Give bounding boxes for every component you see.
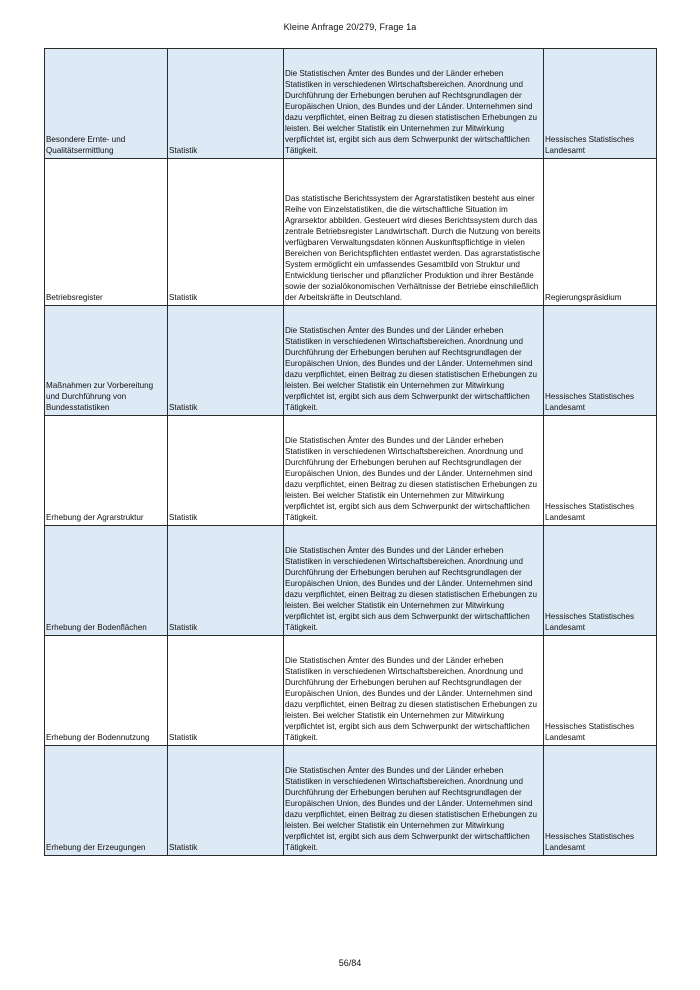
statistic-description: Die Statistischen Ämter des Bundes und der Länder erheben Statistiken in verschiedenen Wirtschaftsbereichen. Anordnung und Durchführung der Erhebungen beruhen auf Rechtsgrundlagen der Europäischen Union, des Bundes und der Länder. Unternehmen sind dazu verpflichtet, einen Beitrag zu diesen statistischen Erhebungen zu leisten. Bei welcher Statistik ein Unternehmen zur Mitwirkung verpflichtet ist, ergibt sich aus dem Schwerpunkt der wirtschaftlichen Tätigkeit. — [284, 306, 544, 416]
responsible-authority: Hessisches Statistisches Landesamt — [544, 416, 657, 526]
table-row — [45, 636, 657, 746]
responsible-authority: Hessisches Statistisches Landesamt — [544, 306, 657, 416]
statistic-name: Besondere Ernte- und Qualitätsermittlung — [45, 49, 168, 159]
statistic-description: Die Statistischen Ämter des Bundes und der Länder erheben Statistiken in verschiedenen Wirtschaftsbereichen. Anordnung und Durchführung der Erhebungen beruhen auf Rechtsgrundlagen der Europäischen Union, des Bundes und der Länder. Unternehmen sind dazu verpflichtet, einen Beitrag zu diesen statistischen Erhebungen zu leisten. Bei welcher Statistik ein Unternehmen zur Mitwirkung verpflichtet ist, ergibt sich aus dem Schwerpunkt der wirtschaftlichen Tätigkeit. — [284, 49, 544, 159]
statistic-type: Statistik — [168, 416, 284, 526]
statistic-type: Statistik — [168, 526, 284, 636]
statistic-type: Statistik — [168, 746, 284, 856]
table-row — [45, 416, 657, 526]
table-row — [45, 306, 657, 416]
statistic-name: Erhebung der Bodenflächen — [45, 526, 168, 636]
statistic-name: Betriebsregister — [45, 159, 168, 306]
statistic-type: Statistik — [168, 49, 284, 159]
statistic-description: Das statistische Berichtssystem der Agrarstatistiken besteht aus einer Reihe von Einzelstatistiken, die die wirtschaftliche Situation im Agrarsektor abbilden. Gesteuert wird dieses Berichtssystem durch das zentrale Betriebsregister Landwirtschaft. Durch die Nutzung von bereits verfügbaren Verwaltungsdaten können Auskunftspflichtige in vielen Bereichen von Berichtspflichten entlastet werden. Das agrarstatistische System ermöglicht ein umfassendes Gesamtbild von Struktur und Entwicklung tierischer und pflanzlicher Produktion und ihrer Bestände sowie der sozialökonomischen Verhältnisse der Betriebe einschließlich der Arbeitskräfte in Deutschland. — [284, 159, 544, 306]
responsible-authority: Hessisches Statistisches Landesamt — [544, 526, 657, 636]
page-header: Kleine Anfrage 20/279, Frage 1a — [283, 22, 417, 32]
responsible-authority: Regierungspräsidium — [544, 159, 657, 306]
statistic-type: Statistik — [168, 636, 284, 746]
table-row — [45, 49, 657, 159]
statistic-name: Erhebung der Agrarstruktur — [45, 416, 168, 526]
responsible-authority: Hessisches Statistisches Landesamt — [544, 49, 657, 159]
responsible-authority: Hessisches Statistisches Landesamt — [544, 746, 657, 856]
statistic-name: Erhebung der Bodennutzung — [45, 636, 168, 746]
table-row — [45, 746, 657, 856]
statistic-type: Statistik — [168, 306, 284, 416]
statistic-name: Erhebung der Erzeugungen — [45, 746, 168, 856]
statistics-table — [44, 48, 657, 856]
statistic-description: Die Statistischen Ämter des Bundes und der Länder erheben Statistiken in verschiedenen Wirtschaftsbereichen. Anordnung und Durchführung der Erhebungen beruhen auf Rechtsgrundlagen der Europäischen Union, des Bundes und der Länder. Unternehmen sind dazu verpflichtet, einen Beitrag zu diesen statistischen Erhebungen zu leisten. Bei welcher Statistik ein Unternehmen zur Mitwirkung verpflichtet ist, ergibt sich aus dem Schwerpunkt der wirtschaftlichen Tätigkeit. — [284, 746, 544, 856]
statistic-description: Die Statistischen Ämter des Bundes und der Länder erheben Statistiken in verschiedenen Wirtschaftsbereichen. Anordnung und Durchführung der Erhebungen beruhen auf Rechtsgrundlagen der Europäischen Union, des Bundes und der Länder. Unternehmen sind dazu verpflichtet, einen Beitrag zu diesen statistischen Erhebungen zu leisten. Bei welcher Statistik ein Unternehmen zur Mitwirkung verpflichtet ist, ergibt sich aus dem Schwerpunkt der wirtschaftlichen Tätigkeit. — [284, 416, 544, 526]
statistic-description: Die Statistischen Ämter des Bundes und der Länder erheben Statistiken in verschiedenen Wirtschaftsbereichen. Anordnung und Durchführung der Erhebungen beruhen auf Rechtsgrundlagen der Europäischen Union, des Bundes und der Länder. Unternehmen sind dazu verpflichtet, einen Beitrag zu diesen statistischen Erhebungen zu leisten. Bei welcher Statistik ein Unternehmen zur Mitwirkung verpflichtet ist, ergibt sich aus dem Schwerpunkt der wirtschaftlichen Tätigkeit. — [284, 526, 544, 636]
statistic-description: Die Statistischen Ämter des Bundes und der Länder erheben Statistiken in verschiedenen Wirtschaftsbereichen. Anordnung und Durchführung der Erhebungen beruhen auf Rechtsgrundlagen der Europäischen Union, des Bundes und der Länder. Unternehmen sind dazu verpflichtet, einen Beitrag zu diesen statistischen Erhebungen zu leisten. Bei welcher Statistik ein Unternehmen zur Mitwirkung verpflichtet ist, ergibt sich aus dem Schwerpunkt der wirtschaftlichen Tätigkeit. — [284, 636, 544, 746]
statistic-type: Statistik — [168, 159, 284, 306]
table-row — [45, 159, 657, 306]
statistic-name: Maßnahmen zur Vorbereitung und Durchführung von Bundesstatistiken — [45, 306, 168, 416]
page-number: 56/84 — [338, 958, 362, 968]
table-row — [45, 526, 657, 636]
responsible-authority: Hessisches Statistisches Landesamt — [544, 636, 657, 746]
